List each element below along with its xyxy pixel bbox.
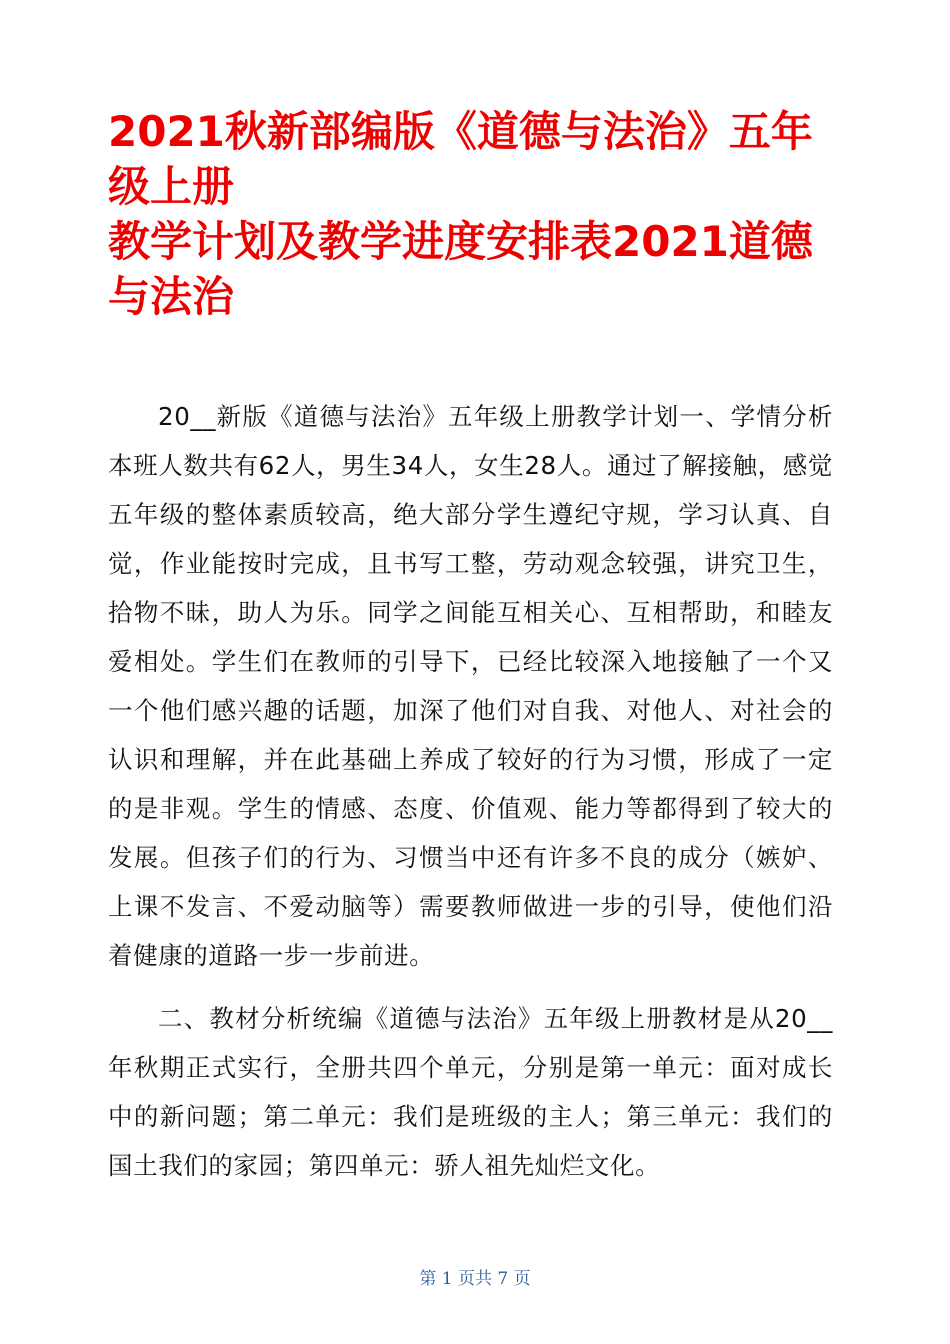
- page-number-footer: 第 1 页共 7 页: [419, 1269, 531, 1289]
- document-body: [108, 392, 833, 1204]
- title-line-1: 2021秋新部编版《道德与法治》五年级上册: [108, 107, 813, 211]
- title-line-2: 教学计划及教学进度安排表2021道德与法治: [108, 217, 813, 321]
- paragraph-textbook-analysis: 二、教材分析统编《道德与法治》五年级上册教材是从20__年秋期正式实行，全册共四个单元，分别是第一单元：面对成长中的新问题；第二单元：我们是班级的主人；第三单元：我们的国土我们的家园；第四单元：骄人祖先灿烂文化。: [108, 1004, 833, 1180]
- document-title: [108, 104, 843, 324]
- paragraph-student-analysis: 20__新版《道德与法治》五年级上册教学计划一、学情分析本班人数共有62人，男生34人，女生28人。通过了解接触，感觉五年级的整体素质较高，绝大部分学生遵纪守规，学习认真、自觉，作业能按时完成，且书写工整，劳动观念较强，讲究卫生，拾物不昧，助人为乐。同学之间能互相关心、互相帮助，和睦友爱相处。学生们在教师的引导下，已经比较深入地接触了一个又一个他们感兴趣的话题，加深了他们对自我、对他人、对社会的认识和理解，并在此基础上养成了较好的行为习惯，形成了一定的是非观。学生的情感、态度、价值观、能力等都得到了较大的发展。但孩子们的行为、习惯当中还有许多不良的成分（嫉妒、上课不发言、不爱动脑等）需要教师做进一步的引导，使他们沿着健康的道路一步一步前进。: [108, 402, 833, 970]
